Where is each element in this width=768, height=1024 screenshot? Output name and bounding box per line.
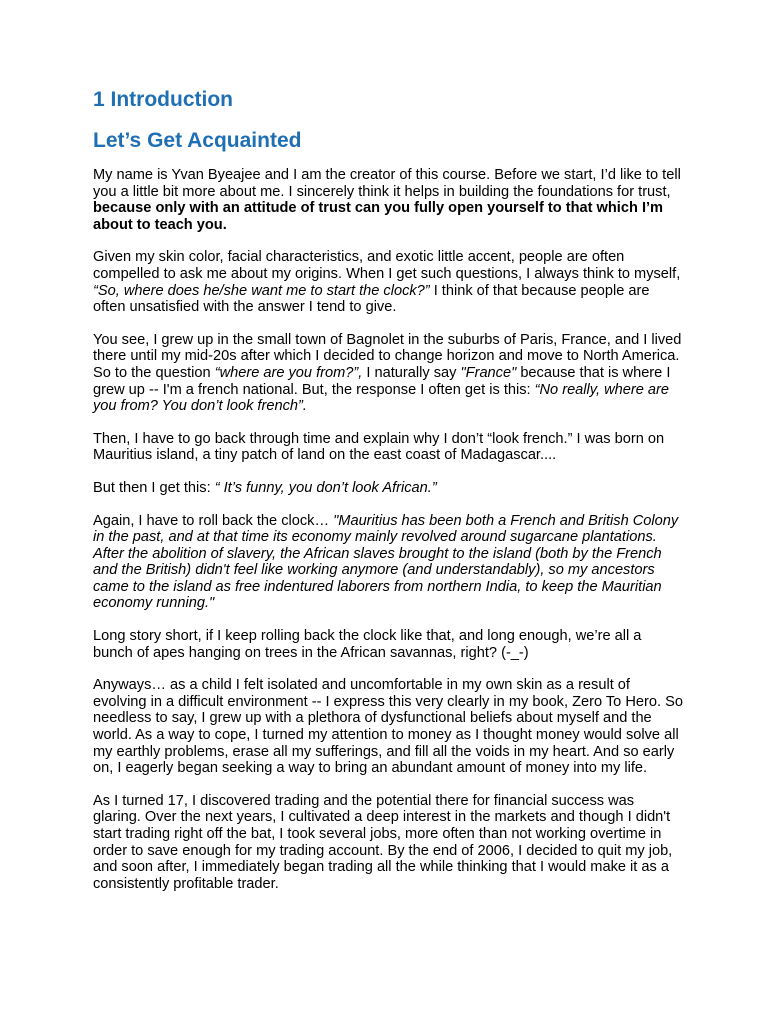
italic-quote: “ It’s funny, you don’t look African.”	[214, 479, 437, 496]
paragraph-bagnolet	[93, 332, 683, 415]
paragraph-mauritius: Then, I have to go back through time and explain why I don’t “look french.” I was born on Mauritius island, a tiny patch of land on the east coast of Madagascar....	[93, 430, 665, 464]
paragraph-text: I think of that because people are often unsatisfied with the answer I tend to give.	[93, 282, 650, 316]
bold-text: because only with an attitude of trust can you fully open yourself to that which I’m about to teach you.	[93, 200, 664, 233]
italic-quote: “So, where does he/she want me to start the clock?”	[93, 282, 430, 299]
italic-quote: "France"	[460, 364, 517, 381]
italic-quote: "Mauritius has been both a French and British Colony in the past, and at that time its economy mainly revolved around sugarcane plantations. After the abolition of slavery, the African slaves brought to the island (both by the French and the British) didn't feel like working anymore (and understandably), so my ancestors came to the island as free indentured laborers from northern India, to keep the Mauritian economy running."	[93, 512, 679, 612]
paragraph-apes: Long story short, if I keep rolling back the clock like that, and long enough, we’re all a bunch of apes hanging on trees in the African savannas, right? (-_-)	[93, 628, 642, 661]
italic-quote: “where are you from?”,	[214, 364, 363, 381]
paragraph-history	[93, 513, 683, 613]
paragraph-trading: As I turned 17, I discovered trading and the potential there for financial success was glaring. Over the next years, I cultivated a deep interest in the markets and though I didn't start trading right off the bat, I took several jobs, more often than not working overtime in order to save enough for my trading account. By the end of 2006, I decided to quit my job, and soon after, I immediately began trading all the while thinking that I would make it as a consistently profitable trader.	[93, 792, 673, 892]
paragraph-origins	[93, 249, 683, 315]
paragraph-text: Given my skin color, facial characteristics, and exotic little accent, people are often compelled to ask me about my origins. When I get such questions, I always think to myself,	[93, 249, 681, 282]
italic-quote: “No really, where are you from? You don’t look french”.	[93, 381, 670, 415]
paragraph-childhood: Anyways… as a child I felt isolated and uncomfortable in my own skin as a result of evolving in a difficult environment -- I express this very clearly in my book, Zero To Hero. So needless to say, I grew up with a plethora of dysfunctional beliefs about myself and the world. As a way to cope, I turned my attention to money as I thought money would solve all my earthly problems, erase all my sufferings, and fill all the voids in my heart. And so early on, I eagerly began seeking a way to bring an abundant amount of money into my life.	[93, 677, 683, 777]
chapter-heading: 1 Introduction	[93, 88, 233, 111]
paragraph-text: Again, I have to roll back the clock…	[93, 512, 334, 529]
document-page	[93, 86, 683, 892]
paragraph-text: I naturally say	[362, 364, 461, 381]
paragraph-text: But then I get this:	[93, 479, 215, 496]
section-heading: Let’s Get Acquainted	[93, 129, 302, 152]
paragraph-text: because that is where I grew up -- I'm a french national. But, the response I often get is this:	[93, 364, 671, 398]
paragraph-intro	[93, 167, 683, 233]
paragraph-african	[93, 480, 683, 497]
paragraph-text: You see, I grew up in the small town of Bagnolet in the suburbs of Paris, France, and I lived there until my mid-20s after which I decided to change horizon and move to North America. So to the question	[93, 331, 682, 381]
paragraph-text: My name is Yvan Byeajee and I am the creator of this course. Before we start, I’d like to tell you a little bit more about me. I sincerely think it helps in building the foundations for trust,	[93, 167, 681, 200]
